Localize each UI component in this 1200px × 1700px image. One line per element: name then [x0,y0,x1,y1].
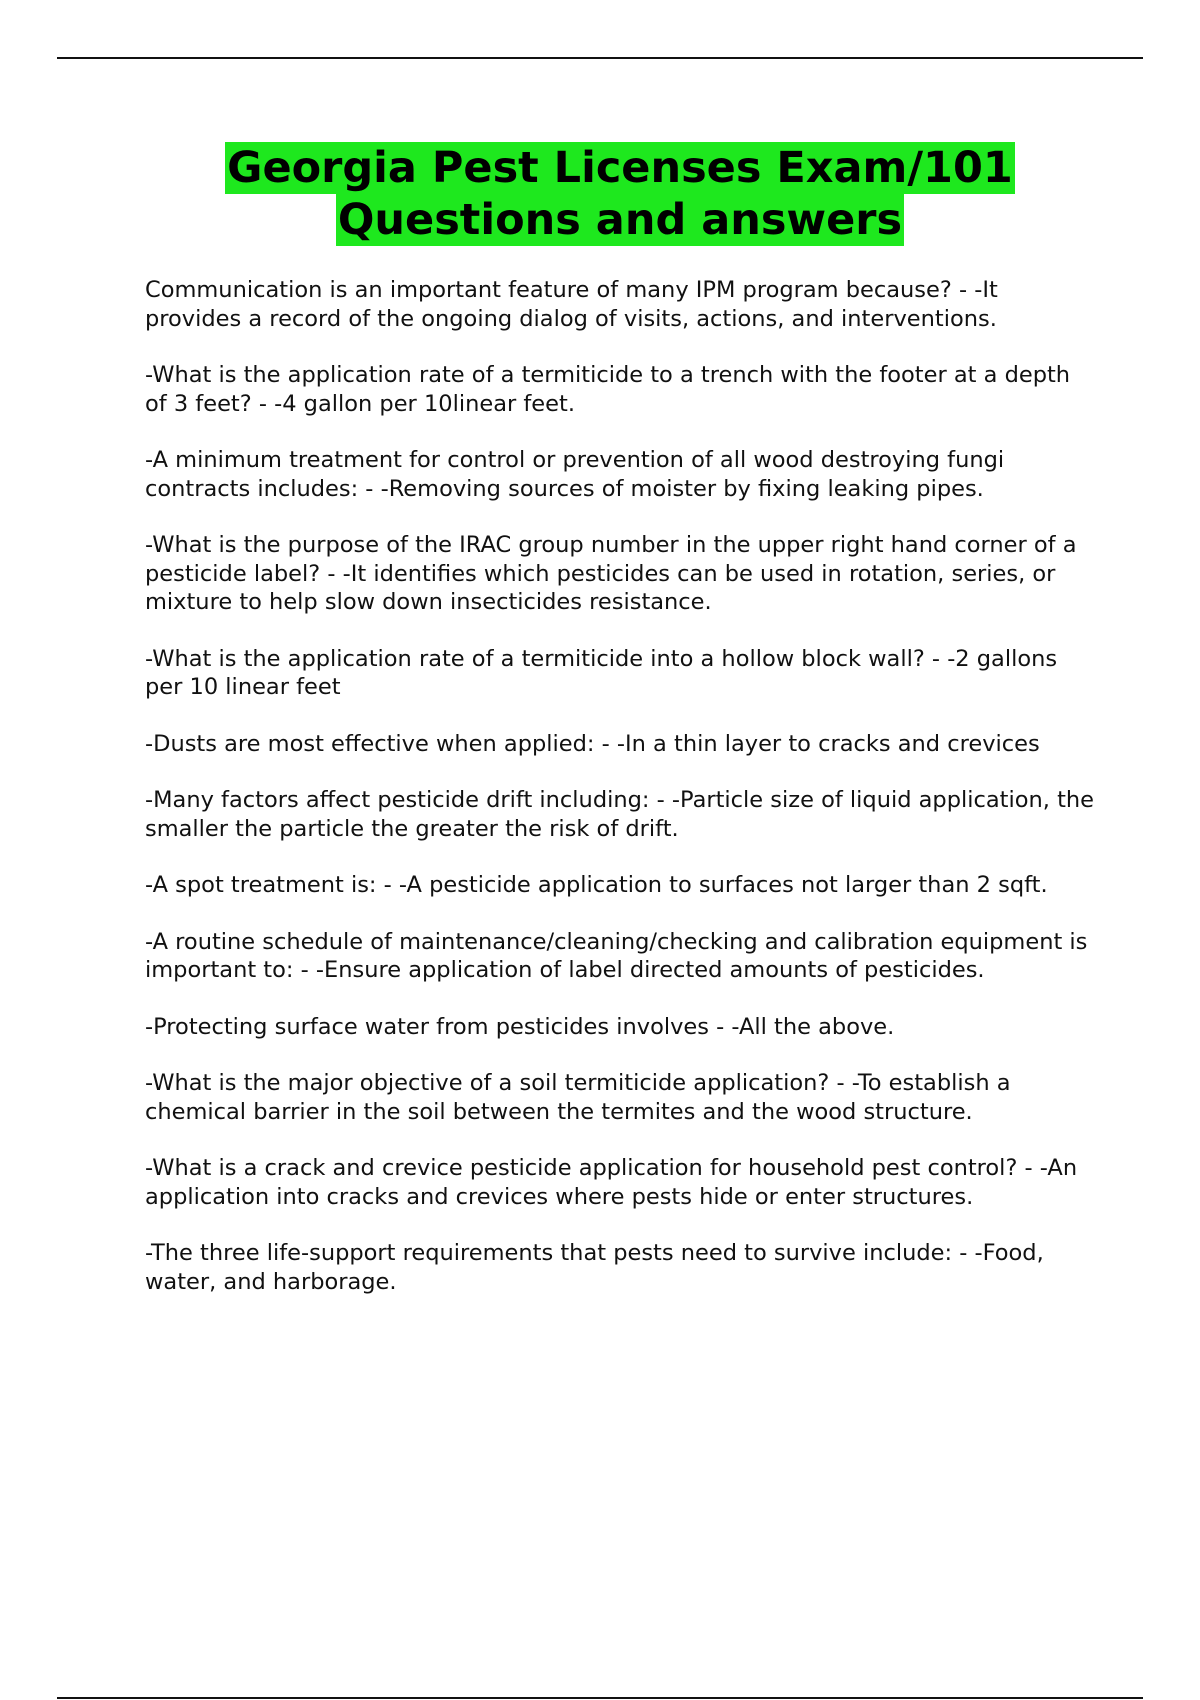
qa-entry: -Many factors affect pesticide drift including: - -Particle size of liquid application, the smaller the particle the greater the risk of drift. [145,787,1094,842]
qa-entry: -What is the purpose of the IRAC group number in the upper right hand corner of a pesticide label? - -It identifies which pesticides can be used in rotation, series, or mixture to help slow down insecticides resistance. [145,532,1077,615]
qa-entry: Communication is an important feature of many IPM program because? - -It provides a record of the ongoing dialog of visits, actions, and interventions. [145,277,998,332]
qa-entry: -What is the application rate of a termiticide into a hollow block wall? - -2 gallons per 10 linear feet [145,645,1058,700]
qa-entry: -A routine schedule of maintenance/cleaning/checking and calibration equipment is important to: - -Ensure application of label directed amounts of pesticides. [145,928,1088,983]
qa-entry: -A minimum treatment for control or prevention of all wood destroying fungi contracts includes: - -Removing sources of moister by fixing leaking pipes. [145,447,1005,502]
qa-list [145,276,1095,1324]
qa-entry: -A spot treatment is: - -A pesticide application to surfaces not larger than 2 sqft. [145,872,1048,898]
qa-entry: -Dusts are most effective when applied: - -In a thin layer to cracks and crevices [145,730,1040,757]
qa-entry: -What is a crack and crevice pesticide application for household pest control? - -An application into cracks and crevices where pests hide or enter structures. [145,1155,1078,1210]
title-line-2: Questions and answers [337,195,903,245]
header-rule [57,57,1143,59]
qa-entry: -The three life-support requirements that pests need to survive include: - -Food, water, and harborage. [145,1240,1044,1295]
qa-entry: -What is the application rate of a termiticide to a trench with the footer at a depth of 3 feet? - -4 gallon per 10linear feet. [145,362,1071,417]
qa-entry: -What is the major objective of a soil termiticide application? - -To establish a chemical barrier in the soil between the termites and the wood structure. [145,1070,1011,1125]
title-line-1: Georgia Pest Licenses Exam/101 [227,143,1013,193]
qa-entry: -Protecting surface water from pesticides involves - -All the above. [145,1013,895,1040]
footer-rule [57,1697,1143,1699]
document-title [0,142,1200,246]
